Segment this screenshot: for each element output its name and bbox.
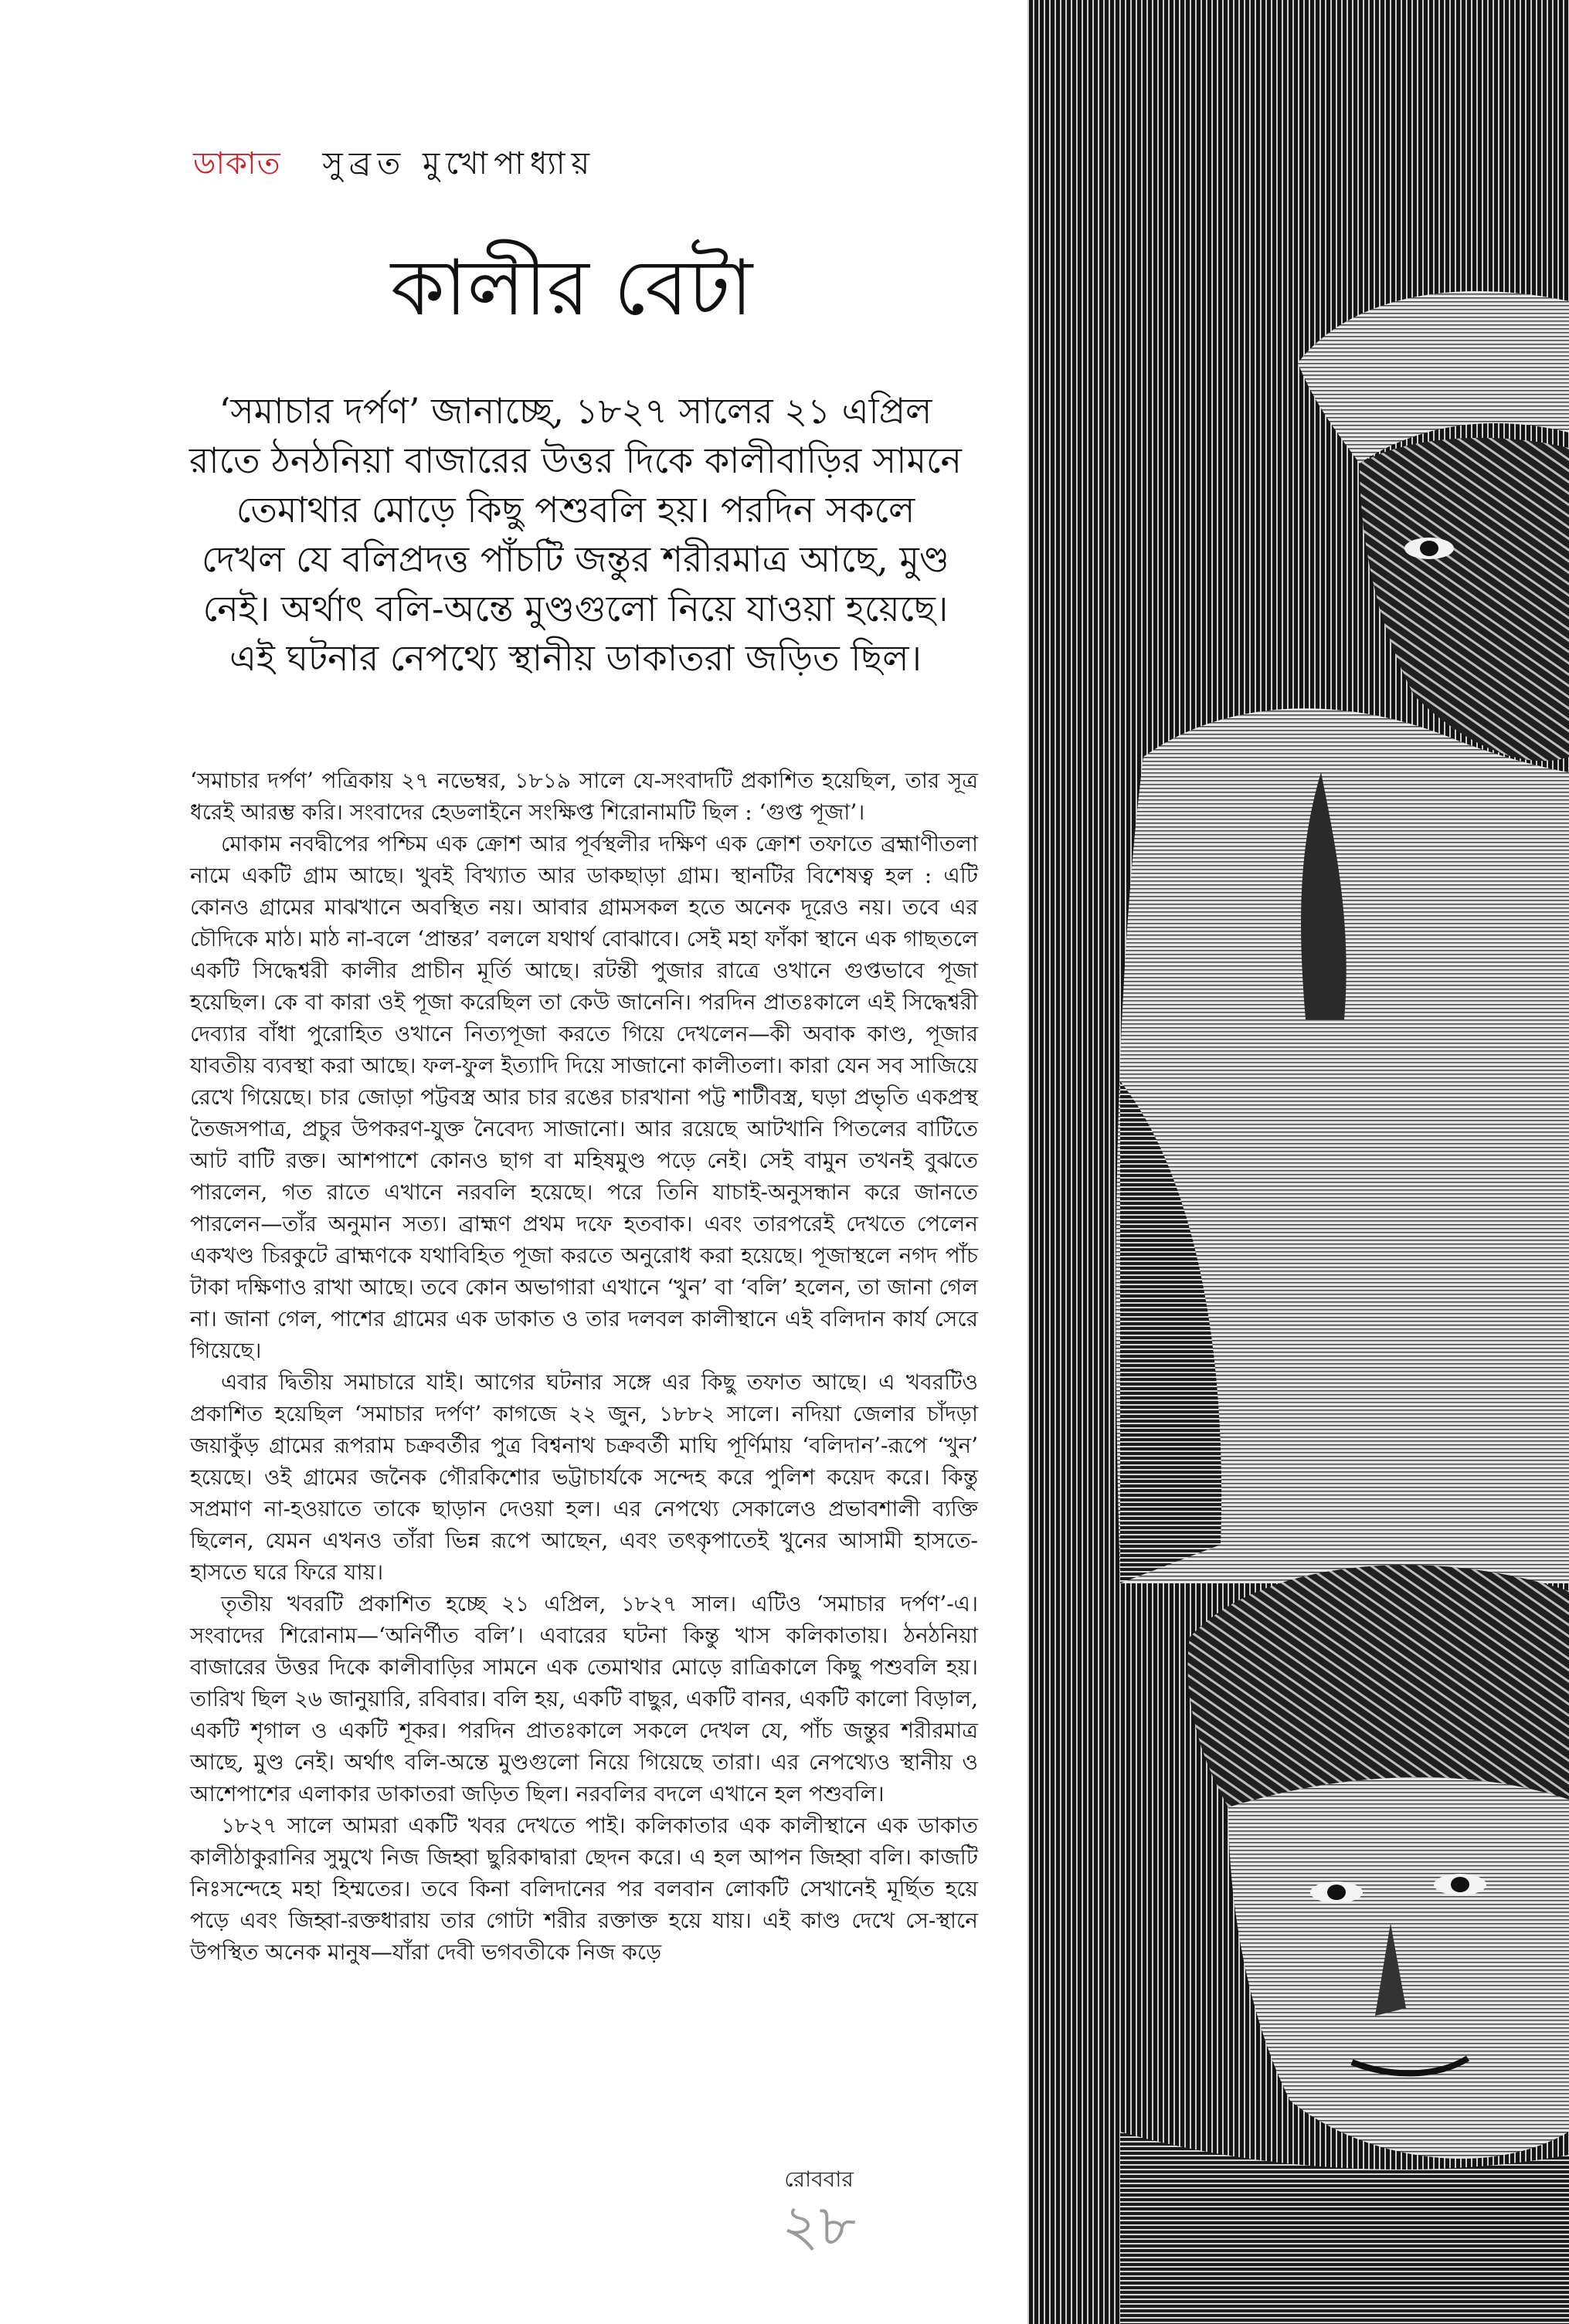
body-paragraph: ১৮২৭ সালে আমরা একটি খবর দেখতে পাই। কলিকাতার এক কালীস্থানে এক ডাকাত কালীঠাকুরানির সুমুখে নিজ জিহ্বা ছুরিকাদ্বারা ছেদন করে। এ হল আপন জিহ্বা বলি। কাজটি নিঃসন্দেহে মহা হিম্মতের। তবে কিনা বলিদানের পর বলবান লোকটি সেখানেই মূর্ছিত হয়ে পড়ে এবং জিহ্বা-রক্তধারায় তার গোটা শরীর রক্তাক্ত হয়ে যায়। এই কাণ্ড দেখে সে-স্থানে উপস্থিত অনেক মানুষ—যাঁরা দেবী ভগবতীকে নিজ কড়ে [190,1813,978,1965]
lead-line: তেমাথার মোড়ে কিছু পশুবলি হয়। পরদিন সকলে [236,489,915,531]
body-paragraph: মোকাম নবদ্বীপের পশ্চিম এক ক্রোশ আর পূর্বস্থলীর দক্ষিণ এক ক্রোশ তফাতে ব্রহ্মাণীতলা নামে একটি গ্রাম আছে। খুবই বিখ্যাত আর ডাকছাড়া গ্রাম। স্থানটির বিশেষত্ব হল : এটি কোনও গ্রামের মাঝখানে অবস্থিত নয়। আবার গ্রামসকল হতে অনেক দূরেও নয়। তবে এর চৌদিকে মাঠ। মাঠ না-বলে ‘প্রান্তর’ বললে যথার্থ বোঝাবে। সেই মহা ফাঁকা স্থানে এক গাছতলে একটি সিদ্ধেশ্বরী কালীর প্রাচীন মূর্তি আছে। রটন্তী পুজার রাত্রে ওখানে গুপ্তভাবে পূজা হয়েছিল। কে বা কারা ওই পূজা করেছিল তা কেউ জানেনি। পরদিন প্রাতঃকালে এই সিদ্ধেশ্বরী দেব্যার বাঁধা পুরোহিত ওখানে নিত্যপূজা করতে গিয়ে দেখলেন—কী অবাক কাণ্ড, পূজার যাবতীয় ব্যবস্থা করা আছে। ফল-ফুল ইত্যাদি দিয়ে সাজানো কালীতলা। কারা যেন সব সাজিয়ে রেখে গিয়েছে। চার জোড়া পট্টবস্ত্র আর চার রঙের চারখানা পট্ট শাটীবস্ত্র, ঘড়া প্রভৃতি একপ্রস্থ তৈজসপাত্র, প্রচুর উপকরণ-যুক্ত নৈবেদ্য সাজানো। আর রয়েছে আটখানি পিতলের বাটিতে আট বাটি রক্ত। আশপাশে কোনও ছাগ বা মহিষমুণ্ড পড়ে নেই। সেই বামুন তখনই বুঝতে পারলেন, গত রাতে এখানে নরবলি হয়েছে। পরে তিনি যাচাই-অনুসন্ধান করে জানতে পারলেন—তাঁর অনুমান সত্য। ব্রাহ্মণ প্রথম দফে হতবাক। এবং তারপরেই দেখতে পেলেন একখণ্ড চিরকুটে ব্রাহ্মণকে যথাবিহিত পূজা করতে অনুরোধ করা হয়েছে। পূজাস্থলে নগদ পাঁচ টাকা দক্ষিণাও রাখা আছে। তবে কোন অভাগারা এখানে ‘খুন’ বা ‘বলি’ হলেন, তা জানা গেল না। জানা গেল, পাশের গ্রামের এক ডাকাত ও তার দলবল কালীস্থানে এই বলিদান কার্য সেরে গিয়েছে। [190,831,978,1363]
author-name: সুব্রত মুখোপাধ্যায় [322,146,596,182]
header-line [193,139,596,191]
engraving-illustration [1027,0,1569,2324]
article-title: কালীর বেটা [390,243,753,333]
lead-line: নেই। অর্থাৎ বলি-অন্তে মুণ্ডগুলো নিয়ে যাওয়া হয়েছে। [202,588,949,629]
section-label: ডাকাত [193,146,281,182]
magazine-name: রোববার [784,2166,854,2192]
lead-paragraph [185,386,966,683]
body-paragraph: ‘সমাচার দর্পণ’ পত্রিকায় ২৭ নভেম্বর, ১৮১৯ সালে যে-সংবাদটি প্রকাশিত হয়েছিল, তার সূত্র ধরেই আরম্ভ করি। সংবাদের হেডলাইনে সংক্ষিপ্ত শিরোনামটি ছিল : ‘গুপ্ত পূজা’। [190,768,978,825]
page-footer [742,2163,896,2259]
lower-pupil-right [1451,1877,1469,1892]
page-number: ২৮ [781,2193,857,2259]
lower-pupil-left [1327,1885,1346,1900]
lead-line: ‘সমাচার দর্পণ’ জানাচ্ছে, ১৮২৭ সালের ২১ এপ্রিল [219,390,932,432]
lead-line: এই ঘটনার নেপথ্যে স্থানীয় ডাকাতরা জড়িত ছিল। [229,637,922,679]
body-paragraph: তৃতীয় খবরটি প্রকাশিত হচ্ছে ২১ এপ্রিল, ১৮২৭ সাল। এটিও ‘সমাচার দর্পণ’-এ। সংবাদের শিরোনাম—‘অনির্ণীত বলি’। এবারের ঘটনা কিন্তু খাস কলিকাতায়। ঠনঠনিয়া বাজারের উত্তর দিকে কালীবাড়ির সামনে এক তেমাথার মোড়ে রাত্রিকালে কিছু পশুবলি হয়। তারিখ ছিল ২৬ জানুয়ারি, রবিবার। বলি হয়, একটি বাছুর, একটি বানর, একটি কালো বিড়াল, একটি শৃগাল ও একটি শূকর। পরদিন প্রাতঃকালে সকলে দেখল যে, পাঁচ জন্তুর শরীরমাত্র আছে, মুণ্ড নেই। অর্থাৎ বলি-অন্তে মুণ্ডগুলো নিয়ে গিয়েছে তারা। এর নেপথ্যেও স্থানীয় ও আশেপাশের এলাকার ডাকাতরা জড়িত ছিল। নরবলির বদলে এখানে হল পশুবলি। [190,1591,978,1807]
lead-line: রাতে ঠনঠনিয়া বাজারের উত্তর দিকে কালীবাড়ির সামনে [188,439,963,481]
engraving-svg [1027,0,1569,2324]
body-paragraph: এবার দ্বিতীয় সমাচারে যাই। আগের ঘটনার সঙ্গে এর কিছু তফাত আছে। এ খবরটিও প্রকাশিত হয়েছিল ‘সমাচার দর্পণ’ কাগজে ২২ জুন, ১৮৮২ সালে। নদিয়া জেলার চাঁদড়া জয়াকুঁড় গ্রামের রূপরাম চক্রবর্তীর পুত্র বিশ্বনাথ চক্রবর্তী মাঘি পূর্ণিমায় ‘বলিদান’-রূপে ‘খুন’ হয়েছে। ওই গ্রামের জনৈক গৌরকিশোর ভট্টাচার্যকে সন্দেহ করে পুলিশ কয়েদ করে। কিন্তু সপ্রমাণ না-হওয়াতে তাকে ছাড়ান দেওয়া হল। এর নেপথ্যে সেকালেও প্রভাবশালী ব্যক্তি ছিলেন, যেমন এখনও তাঁরা ভিন্ন রূপে আছেন, এবং তৎকৃপাতেই খুনের আসামী হাসতে-হাসতে ঘরে ফিরে যায়। [190,1369,978,1585]
upper-pupil [1420,541,1438,556]
lower-headwrap [1187,1565,1569,1807]
article-body [190,765,978,1968]
lead-line: দেখল যে বলিপ্রদত্ত পাঁচটি জন্তুর শরীরমাত্র আছে, মুণ্ড [202,538,949,580]
